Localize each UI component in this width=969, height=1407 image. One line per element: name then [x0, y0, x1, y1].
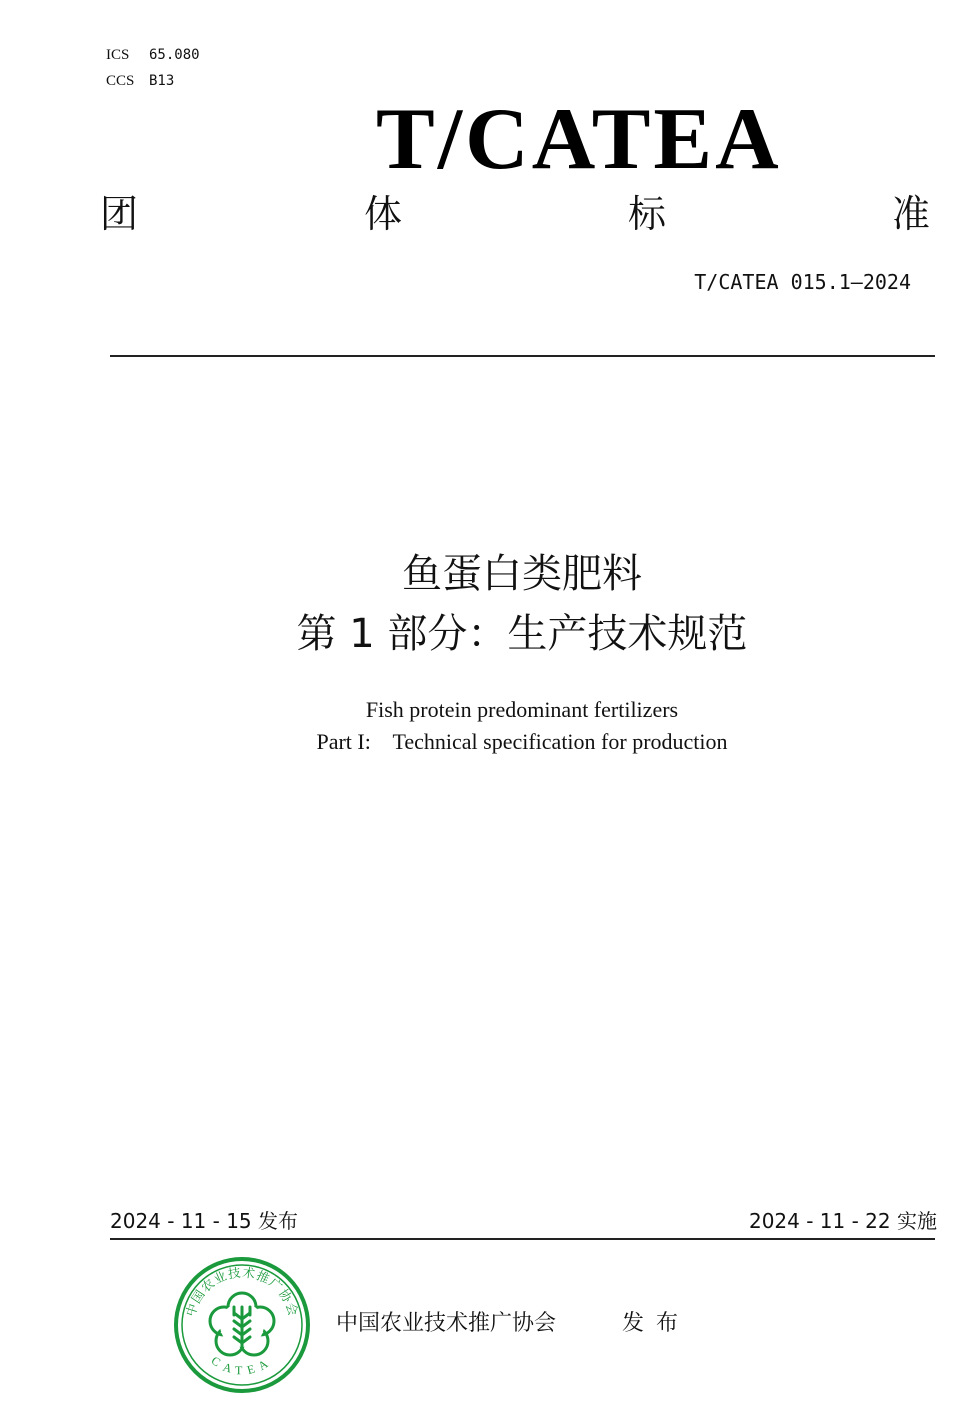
- publish-verb: 发布: [622, 1311, 691, 1336]
- classification-codes: [106, 42, 200, 94]
- title-cn-line1: 鱼蛋白类肥料: [402, 551, 642, 597]
- standard-number: T/CATEA 015.1—2024: [694, 270, 911, 294]
- title-cn-line2: 第 1 部分：生产技术规范: [296, 611, 748, 657]
- publish-date: 2024 - 11 - 15 发布: [110, 1209, 299, 1233]
- title-en-line1: Fish protein predominant fertilizers: [365, 697, 679, 722]
- ics-value: 65.080: [149, 47, 200, 63]
- standard-type-char: 标: [627, 192, 666, 236]
- footer-divider: [110, 1238, 935, 1240]
- ccs-label: CCS: [106, 73, 135, 89]
- header-divider: [110, 355, 935, 357]
- implement-date: 2024 - 11 - 22 实施: [748, 1209, 937, 1233]
- title-en-line2: Part I: Technical specification for production: [316, 729, 728, 754]
- standard-type-char: 团: [100, 192, 139, 236]
- brand-title: T/CATEA: [376, 91, 782, 188]
- ics-label: ICS: [106, 47, 130, 63]
- publisher-name: 中国农业技术推广协会: [336, 1311, 557, 1336]
- seal-text-en: CATEA: [208, 1353, 276, 1378]
- standard-type: [100, 192, 930, 236]
- catea-logo: [172, 1255, 312, 1395]
- ccs-value: B13: [149, 73, 175, 89]
- standard-type-char: 体: [363, 192, 402, 236]
- ccs-code: [106, 68, 200, 94]
- ics-code: [106, 42, 200, 68]
- seal-text-cn: 中国农业技术推广协会: [182, 1264, 302, 1319]
- standard-type-char: 准: [891, 192, 930, 236]
